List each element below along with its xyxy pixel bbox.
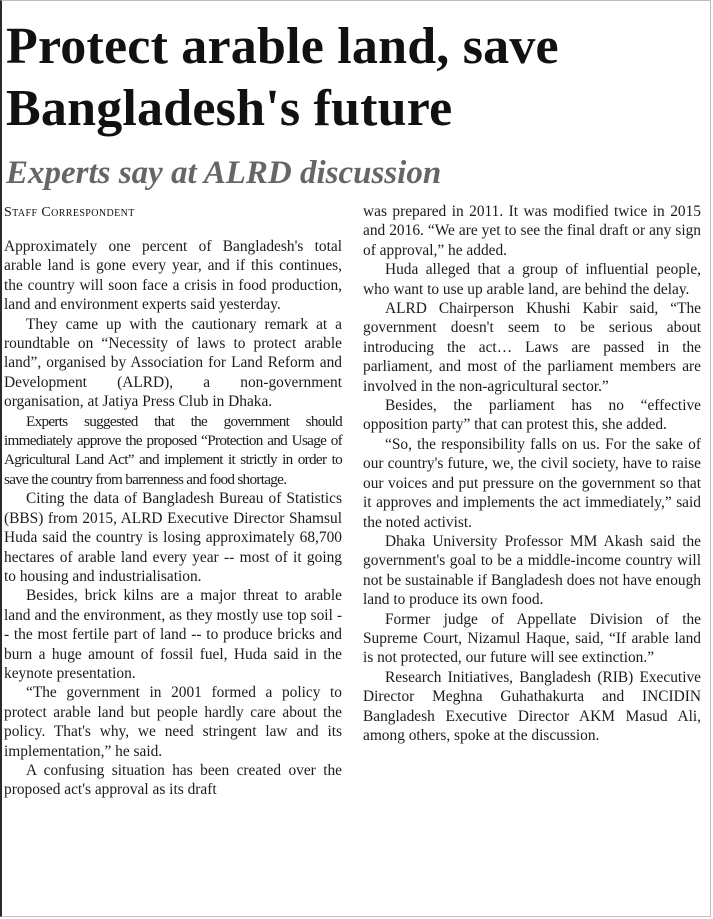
- paragraph: Dhaka University Professor MM Akash said the government's goal to be a middle-income country will not be sustainable if Bangladesh does not have enough land to produce its own food.: [363, 532, 701, 609]
- paragraph: Besides, brick kilns are a major threat to arable land and the environment, as they mostly use top soil -- the most fertile part of land -- to produce bricks and burn a huge amount of fossil fuel, Huda said in the keynote presentation.: [4, 587, 342, 682]
- paragraph: They came up with the cautionary remark at a roundtable on “Necessity of laws to protect arable land”, organised by Association for Land Reform and Development (ALRD), a non-government organisation, at Jatiya Press Club in Dhaka.: [4, 315, 342, 411]
- paragraph: Experts suggested that the government should immediately approve the proposed “Protection and Usage of Agricultural Land Act” and implement it strictly in order to save the country from barrenness and food shortage.: [4, 412, 342, 488]
- paragraph: Citing the data of Bangladesh Bureau of Statistics (BBS) from 2015, ALRD Executive Director Shamsul Huda said the country is losing approximately 68,700 hectares of arable land every year -- most of it going to housing and industrialisation.: [4, 490, 342, 585]
- paragraph: ALRD Chairperson Khushi Kabir said, “The government doesn't seem to be serious about introducing the act… Laws are passed in the parliament, and most of the parliament members are involved in the non-agricultural sector.”: [363, 300, 701, 395]
- paragraph: Huda alleged that a group of influential people, who want to use up arable land, are behind the delay.: [363, 261, 701, 298]
- article-column-right: [363, 202, 701, 745]
- headline: Protect arable land, save Bangladesh's future: [6, 18, 559, 137]
- paragraph: “So, the responsibility falls on us. For the sake of our country's future, we, the civil society, have to raise our voices and put pressure on the government so that it approves and implements the act immediately,” said the noted activist.: [363, 435, 701, 531]
- paragraph: Approximately one percent of Bangladesh's total arable land is gone every year, and if this continues, the country will soon face a crisis in food production, land and environment experts said yesterday.: [4, 238, 342, 314]
- paragraph: A confusing situation has been created over the proposed act's approval as its draft: [4, 761, 342, 799]
- article-column-left: [4, 237, 342, 800]
- byline: Staff Correspondent: [4, 205, 135, 220]
- paragraph: Research Initiatives, Bangladesh (RIB) Executive Director Meghna Guhathakurta and INCIDIN Bangladesh Executive Director AKM Masud Ali, among others, spoke at the discussion.: [363, 668, 701, 744]
- subheadline: Experts say at ALRD discussion: [6, 155, 442, 191]
- paragraph: was prepared in 2011. It was modified twice in 2015 and 2016. “We are yet to see the final draft or any sign of approval,” he added.: [363, 203, 701, 259]
- column-divider: [353, 208, 354, 898]
- paragraph: Besides, the parliament has no “effective opposition party” that can protest this, she added.: [363, 397, 701, 434]
- paragraph: “The government in 2001 formed a policy to protect arable land but people hardly care about the policy. That's why, we need stringent law and its implementation,” he said.: [4, 684, 342, 760]
- paragraph: Former judge of Appellate Division of the Supreme Court, Nizamul Haque, said, “If arable land is not protected, our future will see extinction.”: [363, 610, 701, 667]
